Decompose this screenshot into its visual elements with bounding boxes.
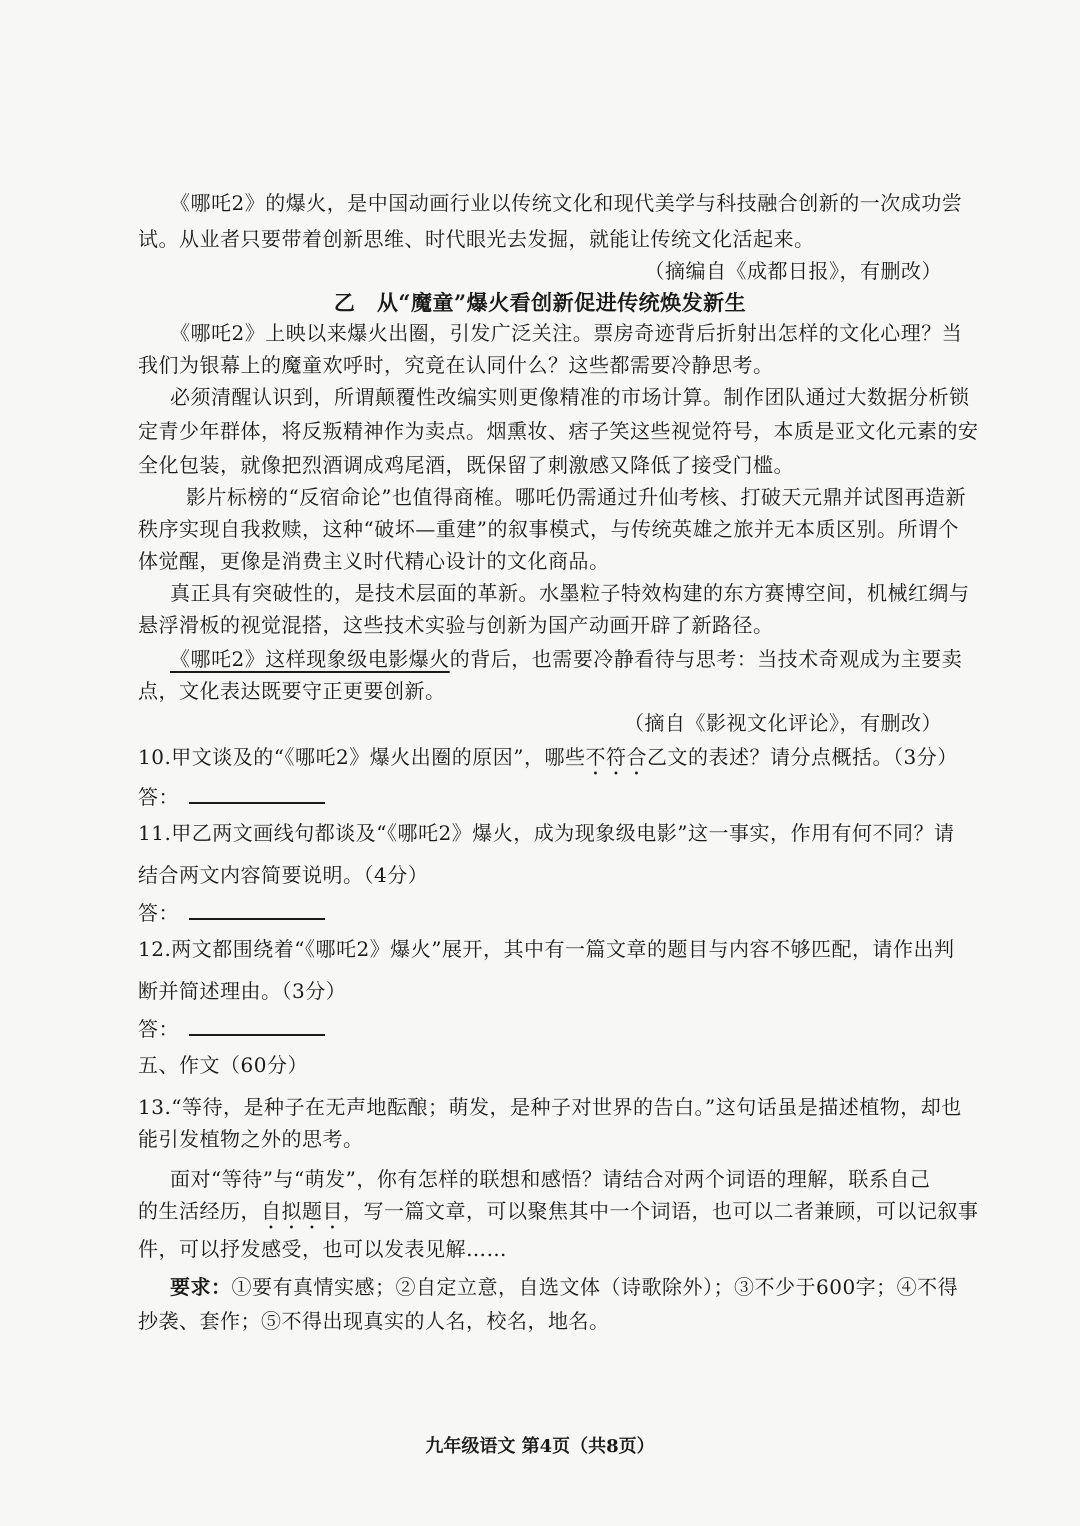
essay-prompt-line: 件，可以抒发感受，也可以发表见解……	[138, 1237, 507, 1261]
yi-paragraph-line: 定青少年群体，将反叛精神作为卖点。烟熏妆、痞子笑这些视觉符号，本质是亚文化元素的安	[138, 419, 979, 443]
yi-source: （摘自《影视文化评论》，有删改）	[624, 711, 942, 735]
yi-paragraph-line: 体觉醒，更像是消费主义时代精心设计的文化商品。	[138, 549, 610, 573]
answer-blank[interactable]	[189, 784, 325, 804]
essay-prompt-line: 面对“等待”与“萌发”，你有怎样的联想和感悟？请结合对两个词语的理解，联系自己	[170, 1167, 931, 1191]
answer-blank[interactable]	[189, 1016, 325, 1036]
requirements-label: 要求：	[170, 1275, 232, 1299]
jia-paragraph-line: 《哪吒2》的爆火，是中国动画行业以传统文化和现代美学与科技融合创新的一次成功尝	[170, 191, 963, 215]
yi-paragraph-line: 影片标榜的“反宿命论”也值得商榷。哪吒仍需通过升仙考核、打破天元鼎并试图再造新	[186, 485, 966, 509]
question-13: 13.“等待，是种子在无声地酝酿；萌发，是种子对世界的告白。”这句话虽是描述植物，却也	[138, 1095, 962, 1119]
answer-line-11: 答：	[138, 898, 948, 928]
yi-paragraph-line: 我们为银幕上的魔童欢呼时，究竟在认同什么？这些都需要冷静思考。	[138, 353, 774, 377]
essay-requirements-line: 抄袭、套作；⑤不得出现真实的人名，校名，地名。	[138, 1309, 610, 1333]
yi-paragraph-line: 真正具有突破性的，是技术层面的革新。水墨粒子特效构建的东方赛博空间，机械红绸与	[170, 581, 970, 605]
page-footer: 九年级语文 第4页（共8页）	[425, 1436, 655, 1457]
yi-paragraph-line: 秩序实现自我救赎，这种“破坏—重建”的叙事模式，与传统英雄之旅并无本质区别。所谓个	[138, 517, 959, 541]
question-12: 12.两文都围绕着“《哪吒2》爆火”展开，其中有一篇文章的题目与内容不够匹配，请作出判	[138, 937, 955, 961]
jia-paragraph-line: 试。从业者只要带着创新思维、时代眼光去发掘，就能让传统文化活起来。	[138, 227, 815, 251]
question-13-line: 能引发植物之外的思考。	[138, 1127, 364, 1151]
answer-blank[interactable]	[189, 900, 325, 920]
essay-heading: 五、作文（60分）	[138, 1053, 308, 1077]
yi-paragraph-line: 《哪吒2》这样现象级电影爆火的背后，也需要冷静看待与思考：当技术奇观成为主要卖	[170, 647, 963, 671]
answer-line-12: 答：	[138, 1014, 948, 1044]
question-11: 11.甲乙两文画线句都谈及“《哪吒2》爆火，成为现象级电影”这一事实，作用有何不同？请	[138, 821, 955, 845]
yi-paragraph-line: 悬浮滑板的视觉混搭，这些技术实验与创新为国产动画开辟了新路径。	[138, 613, 774, 637]
emphasis-text: 自拟题目	[261, 1199, 343, 1223]
answer-line-10: 答：	[138, 782, 948, 812]
yi-paragraph-line: 《哪吒2》上映以来爆火出圈，引发广泛关注。票房奇迹背后折射出怎样的文化心理？当	[170, 321, 963, 345]
question-12-line: 断并简述理由。（3分）	[138, 979, 347, 1003]
jia-source: （摘编自《成都日报》，有删改）	[644, 259, 942, 283]
underlined-sentence: 《哪吒2》这样现象级电影爆火	[170, 647, 450, 671]
yi-paragraph-line: 必须清醒认识到，所谓颠覆性改编实则更像精准的市场计算。制作团队通过大数据分析锁	[170, 385, 970, 409]
yi-paragraph-line: 全化包装，就像把烈酒调成鸡尾酒，既保留了刺激感又降低了接受门槛。	[138, 453, 794, 477]
essay-requirements: 要求：①要有真情实感；②自定立意，自选文体（诗歌除外）；③不少于600字；④不得	[170, 1275, 959, 1299]
yi-title: 乙 从“魔童”爆火看创新促进传统焕发新生	[333, 290, 747, 315]
yi-paragraph-line: 点，文化表达既要守正更要创新。	[138, 679, 446, 703]
question-11-line: 结合两文内容简要说明。（4分）	[138, 863, 429, 887]
essay-prompt-line: 的生活经历，自拟题目，写一篇文章，可以聚焦其中一个词语，也可以二者兼顾，可以记叙事	[138, 1199, 979, 1223]
question-10: 10.甲文谈及的“《哪吒2》爆火出圈的原因”，哪些不符合乙文的表述？请分点概括。（3分）	[138, 745, 958, 769]
emphasis-text: 不符合	[585, 745, 647, 769]
